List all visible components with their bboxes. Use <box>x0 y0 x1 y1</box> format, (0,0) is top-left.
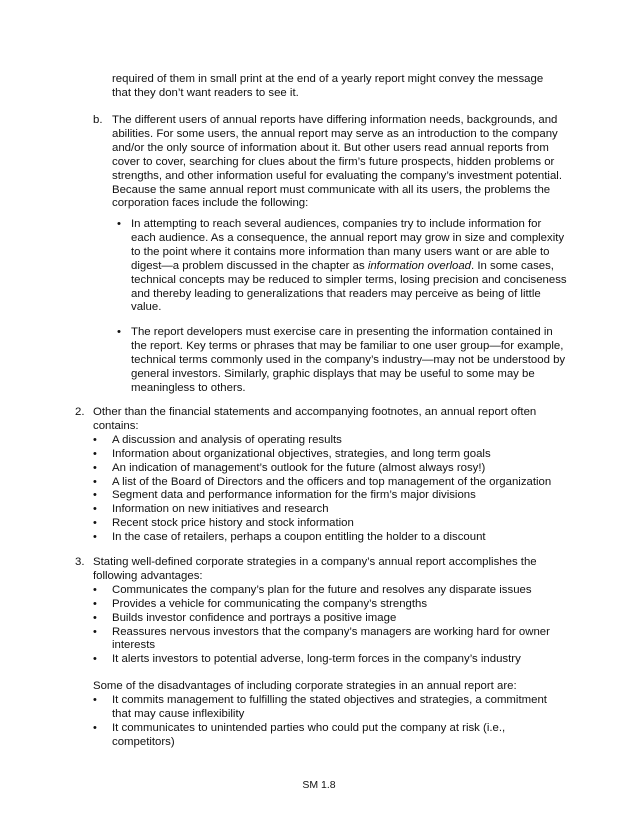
item-b-bullet-1 <box>117 218 567 315</box>
bullet-icon: • <box>117 326 121 338</box>
list-item: • It commits management to fulfilling the stated objectives and strategies, a commitment that may cause inflexibility <box>93 694 547 721</box>
item-b-bullet-2-text: The report developers must exercise care in presenting the information contained in the report. Key terms or phrases that may be familiar to one user group—for example, technical terms commonly used in the company’s industry—may not be understood by general investors. Similarly, graphic displays that may be useful to some may be meaningless to others. <box>131 326 566 394</box>
page-footer: SM 1.8 <box>302 779 336 791</box>
continuation-paragraph: required of them in small print at the end of a yearly report might convey the message that they don’t want readers to see it. <box>112 73 544 99</box>
item-3-lead: Stating well-defined corporate strategies in a company’s annual report accomplishes the following advantages: <box>93 556 537 582</box>
item-b-bullet-2 <box>117 326 567 396</box>
list-item: • Builds investor confidence and portrays a positive image <box>93 611 397 624</box>
item-2-number: 2. <box>75 406 85 418</box>
list-item: • An indication of management’s outlook for the future (almost always rosy!) <box>93 461 486 474</box>
bullet-icon: • <box>93 517 97 530</box>
list-item: • A discussion and analysis of operating results <box>93 433 342 446</box>
advantages-list <box>93 584 565 667</box>
bullet-icon: • <box>93 461 97 474</box>
list-item: • A list of the Board of Directors and the officers and top management of the organization <box>93 475 552 488</box>
bullet-icon: • <box>93 489 97 502</box>
list-item: • Information about organizational objectives, strategies, and long term goals <box>93 447 491 460</box>
bullet-icon: • <box>93 503 97 516</box>
item-b-marker: b. <box>93 114 103 126</box>
bullet-icon: • <box>93 694 97 707</box>
item-2-list <box>93 434 565 545</box>
item-3 <box>75 556 565 750</box>
item-3-number: 3. <box>75 556 85 568</box>
bullet-icon: • <box>93 433 97 446</box>
item-b-paragraph: The different users of annual reports have differing information needs, backgrounds, and abilities. For some users, the annual report may serve as an introduction to the company and/or the only source of information about it. But other users read annual reports from cover to cover, searching for clues about the firm’s future prospects, hidden problems or strengths, and other information useful for evaluating the company’s investment potential. Because the same annual report must communicate with all its users, the problems the corporation faces include the following: <box>112 114 562 210</box>
item-b <box>93 114 567 211</box>
list-item: • Information on new initiatives and research <box>93 503 329 516</box>
item-2-lead: Other than the financial statements and accompanying footnotes, an annual report often contains: <box>93 406 537 432</box>
list-item: • In the case of retailers, perhaps a coupon entitling the holder to a discount <box>93 531 486 544</box>
disadvantages-lead: Some of the disadvantages of including corporate strategies in an annual report are: <box>93 680 517 693</box>
bullet-icon: • <box>93 625 97 638</box>
list-item: • Segment data and performance information for the firm’s major divisions <box>93 489 476 502</box>
information-overload-term: information overload <box>367 259 472 272</box>
list-item: • It communicates to unintended parties who could put the company at risk (i.e., competitors) <box>93 721 506 748</box>
list-item: • Recent stock price history and stock information <box>93 517 354 530</box>
bullet-icon: • <box>93 597 97 610</box>
bullet-icon: • <box>93 447 97 460</box>
bullet-icon: • <box>93 653 97 666</box>
bullet-icon: • <box>93 611 97 624</box>
list-item: • Communicates the company’s plan for the future and resolves any disparate issues <box>93 583 532 596</box>
list-item: • Provides a vehicle for communicating the company’s strengths <box>93 597 428 610</box>
item-2 <box>75 406 565 545</box>
list-item: • Reassures nervous investors that the company’s managers are working hard for owner interests <box>93 625 550 652</box>
bullet-icon: • <box>93 583 97 596</box>
disadvantages-list <box>93 694 565 750</box>
bullet-icon: • <box>117 218 121 230</box>
item-b-bullet-1-text: In attempting to reach several audiences, companies try to include information for each audience. As a consequence, the annual report may grow in size and complexity to the point where it contains more information than many users want or are able to digest—a problem discussed in the chapter as information overload. In some cases, technical concepts may be reduced to simpler terms, losing precision and conciseness and thereby leading to generalizations that readers may perceive as being of little value. <box>131 218 567 314</box>
bullet-icon: • <box>93 531 97 544</box>
list-item: • It alerts investors to potential adverse, long-term forces in the company’s industry <box>93 653 521 666</box>
bullet-icon: • <box>93 721 97 734</box>
bullet-icon: • <box>93 475 97 488</box>
